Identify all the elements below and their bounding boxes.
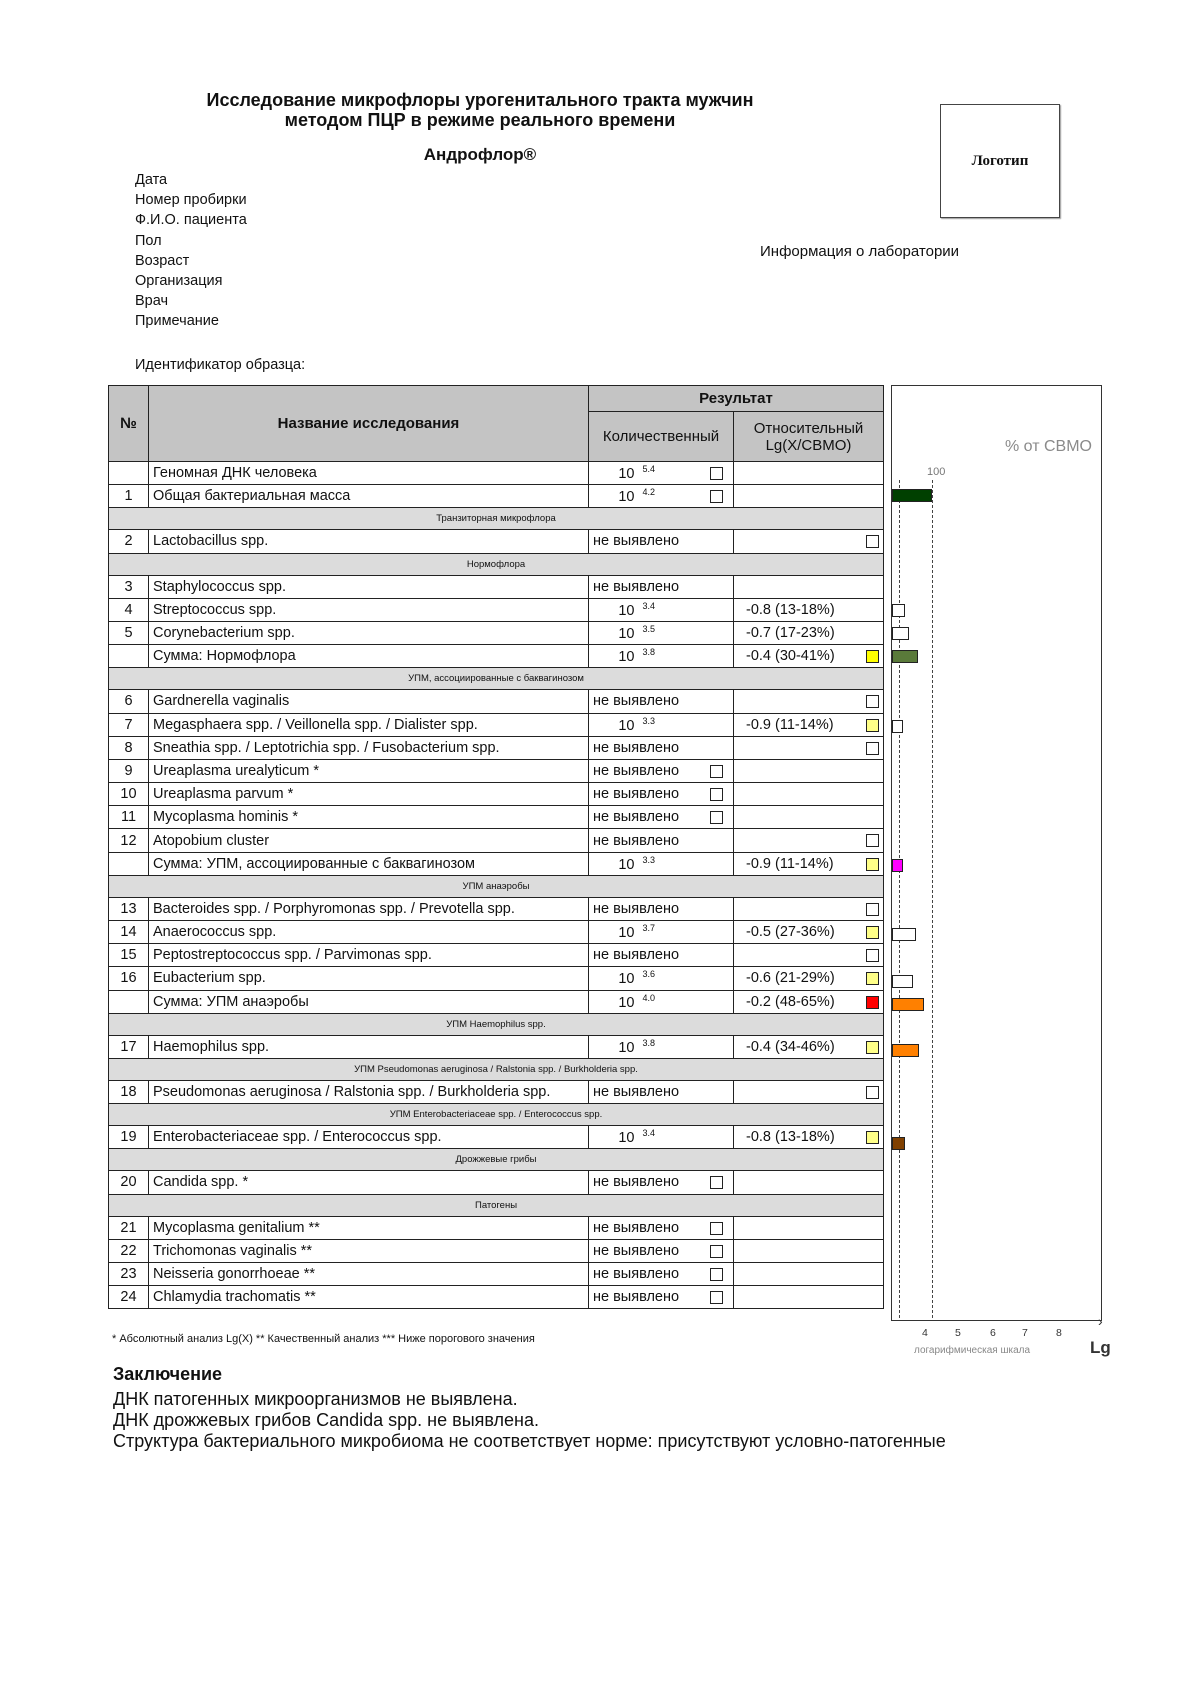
row-relative <box>734 485 884 508</box>
section-normoflora: Нормофлора <box>109 553 884 575</box>
bar-haemophilus <box>892 1044 919 1057</box>
indicator-light-yellow <box>866 719 879 732</box>
conclusion-heading: Заключение <box>113 1364 223 1384</box>
row-no: 4 <box>109 598 149 621</box>
row-no <box>109 462 149 485</box>
row-relative <box>734 621 884 644</box>
row-relative <box>734 944 884 967</box>
row-relative <box>734 1035 884 1058</box>
table-row <box>109 621 884 644</box>
row-name: Haemophilus spp. <box>149 1035 589 1058</box>
row-quantity <box>589 645 734 668</box>
section-row <box>109 1013 884 1035</box>
field-patient-name: Ф.И.О. пациента <box>135 212 247 229</box>
row-quantity <box>589 621 734 644</box>
not-detected: не выявлено <box>593 809 680 826</box>
table-row <box>109 1126 884 1149</box>
row-name: Общая бактериальная масса <box>149 485 589 508</box>
field-sex: Пол <box>135 232 162 249</box>
row-relative <box>734 598 884 621</box>
section-row <box>109 1149 884 1171</box>
row-name: Геномная ДНК человека <box>149 462 589 485</box>
conclusion-line: ДНК патогенных микроорганизмов не выявлена. <box>113 1389 518 1409</box>
base: 10 <box>618 466 635 483</box>
indicator-box <box>710 490 723 503</box>
chart-frame <box>891 385 1102 1321</box>
table-row <box>109 462 884 485</box>
row-quantity: не выявлено <box>589 575 734 598</box>
section-row <box>109 1058 884 1080</box>
field-organization: Организация <box>135 273 223 290</box>
exponent: 3.8 <box>642 647 655 658</box>
row-no: 7 <box>109 713 149 736</box>
row-name: Megasphaera spp. / Veillonella spp. / Dialister spp. <box>149 713 589 736</box>
field-doctor: Врач <box>135 293 169 310</box>
row-relative <box>734 1080 884 1103</box>
row-no <box>109 990 149 1013</box>
row-name: Streptococcus spp. <box>149 598 589 621</box>
bar-sum-anaerobes <box>892 998 924 1011</box>
row-quantity <box>589 1171 734 1194</box>
bar-streptococcus <box>892 604 905 617</box>
row-quantity <box>589 1262 734 1285</box>
relative-value: -0.8 (13-18%) <box>746 601 835 618</box>
row-name: Ureaplasma parvum * <box>149 783 589 806</box>
x-axis <box>891 1320 1101 1321</box>
not-detected: не выявлено <box>593 1174 680 1191</box>
exponent: 3.4 <box>642 600 655 611</box>
bar-eubacterium <box>892 975 913 988</box>
relative-value: -0.4 (30-41%) <box>746 648 835 665</box>
bar-megasphaera <box>892 720 903 733</box>
indicator-box <box>866 903 879 916</box>
row-quantity: не выявлено <box>589 736 734 759</box>
table-row <box>109 1171 884 1194</box>
not-detected: не выявлено <box>593 762 680 779</box>
exponent: 3.3 <box>642 854 655 865</box>
row-quantity: не выявлено <box>589 829 734 852</box>
table-row <box>109 1286 884 1309</box>
table-row <box>109 575 884 598</box>
bar-anaerococcus <box>892 928 916 941</box>
not-detected: не выявлено <box>593 1289 680 1306</box>
row-no: 20 <box>109 1171 149 1194</box>
indicator-box <box>866 1086 879 1099</box>
row-relative <box>734 736 884 759</box>
report-title <box>200 90 760 130</box>
row-no: 15 <box>109 944 149 967</box>
lab-info: Информация о лаборатории <box>760 243 960 260</box>
indicator-light-yellow <box>866 858 879 871</box>
row-relative <box>734 806 884 829</box>
row-name: Сумма: УПМ анаэробы <box>149 990 589 1013</box>
conclusion-text <box>113 1389 946 1452</box>
row-relative <box>734 462 884 485</box>
row-name: Anaerococcus spp. <box>149 921 589 944</box>
sample-id-label: Идентификатор образца: <box>135 357 306 373</box>
table-row <box>109 598 884 621</box>
bar-sum-normoflora <box>892 650 918 663</box>
relative-value: -0.2 (48-65%) <box>746 993 835 1010</box>
row-name: Mycoplasma hominis * <box>149 806 589 829</box>
row-no: 14 <box>109 921 149 944</box>
bar-sum-bv <box>892 859 903 872</box>
row-quantity <box>589 967 734 990</box>
row-quantity <box>589 1286 734 1309</box>
col-header-result: Результат <box>589 386 884 412</box>
row-quantity <box>589 1239 734 1262</box>
base: 10 <box>618 602 635 619</box>
row-relative <box>734 852 884 875</box>
row-relative <box>734 967 884 990</box>
row-no <box>109 645 149 668</box>
row-name: Pseudomonas aeruginosa / Ralstonia spp. / Burkholderia spp. <box>149 1080 589 1103</box>
table-row <box>109 690 884 713</box>
row-quantity <box>589 921 734 944</box>
row-quantity: не выявлено <box>589 897 734 920</box>
row-no <box>109 852 149 875</box>
indicator-box <box>710 811 723 824</box>
title-line-1: Исследование микрофлоры урогенитального тракта мужчин <box>206 90 754 110</box>
indicator-box <box>866 695 879 708</box>
row-relative <box>734 1286 884 1309</box>
row-name: Atopobium cluster <box>149 829 589 852</box>
row-quantity: не выявлено <box>589 690 734 713</box>
dashed-line-100 <box>932 480 933 1318</box>
indicator-light-yellow <box>866 926 879 939</box>
base: 10 <box>618 717 635 734</box>
row-name: Trichomonas vaginalis ** <box>149 1239 589 1262</box>
table-row <box>109 530 884 553</box>
row-quantity <box>589 1035 734 1058</box>
field-tube-number: Номер пробирки <box>135 192 247 209</box>
row-relative <box>734 713 884 736</box>
table-row <box>109 783 884 806</box>
row-name: Bacteroides spp. / Porphyromonas spp. / Prevotella spp. <box>149 897 589 920</box>
row-no: 23 <box>109 1262 149 1285</box>
indicator-box <box>710 1222 723 1235</box>
table-row <box>109 1080 884 1103</box>
row-name: Сумма: Нормофлора <box>149 645 589 668</box>
indicator-box <box>866 949 879 962</box>
x-axis-caption: логарифмическая шкала <box>914 1345 1031 1356</box>
indicator-box <box>866 834 879 847</box>
relative-line-2: Lg(X/СВМО) <box>765 436 852 454</box>
table-row <box>109 485 884 508</box>
col-header-name: Название исследования <box>149 386 589 462</box>
row-quantity: не выявлено <box>589 944 734 967</box>
exponent: 3.6 <box>642 969 655 980</box>
not-detected: не выявлено <box>593 786 680 803</box>
conclusion-line: Структура бактериального микробиома не соответствует норме: присутствуют условно-патогенные <box>113 1431 946 1451</box>
table-row <box>109 921 884 944</box>
row-quantity <box>589 990 734 1013</box>
exponent: 4.0 <box>642 992 655 1003</box>
results-table <box>108 385 884 1309</box>
indicator-light-yellow <box>866 1131 879 1144</box>
row-no: 13 <box>109 897 149 920</box>
row-quantity <box>589 1216 734 1239</box>
table-row <box>109 897 884 920</box>
indicator-box <box>710 1245 723 1258</box>
chart-title: % от СВМО <box>1005 438 1092 455</box>
row-name: Peptostreptococcus spp. / Parvimonas spp. <box>149 944 589 967</box>
section-anaerobes: УПМ анаэробы <box>109 875 884 897</box>
product-name: Андрофлор® <box>423 145 537 164</box>
row-quantity <box>589 759 734 782</box>
bar-corynebacterium <box>892 627 909 640</box>
row-name: Candida spp. * <box>149 1171 589 1194</box>
row-name: Lactobacillus spp. <box>149 530 589 553</box>
patient-fields <box>135 170 247 332</box>
relative-value: -0.6 (21-29%) <box>746 970 835 987</box>
row-quantity <box>589 852 734 875</box>
not-detected: не выявлено <box>593 1219 680 1236</box>
base: 10 <box>618 489 635 506</box>
row-relative <box>734 1126 884 1149</box>
x-axis-unit: Lg <box>1090 1338 1111 1357</box>
x-tick: 8 <box>1056 1327 1062 1339</box>
table-row <box>109 967 884 990</box>
title-line-2: методом ПЦР в режиме реального времени <box>284 110 676 130</box>
indicator-box <box>866 742 879 755</box>
relative-value: -0.5 (27-36%) <box>746 924 835 941</box>
row-no: 9 <box>109 759 149 782</box>
indicator-box <box>710 467 723 480</box>
row-relative <box>734 1171 884 1194</box>
section-row <box>109 1104 884 1126</box>
row-quantity <box>589 598 734 621</box>
col-header-quantitative: Количественный <box>589 412 734 462</box>
row-relative <box>734 1262 884 1285</box>
row-no: 3 <box>109 575 149 598</box>
table-row <box>109 1216 884 1239</box>
section-row <box>109 875 884 897</box>
row-no: 1 <box>109 485 149 508</box>
row-no: 17 <box>109 1035 149 1058</box>
table-row <box>109 736 884 759</box>
row-no: 21 <box>109 1216 149 1239</box>
relative-value: -0.9 (11-14%) <box>746 716 834 733</box>
relative-value: -0.4 (34-46%) <box>746 1038 835 1055</box>
not-detected: не выявлено <box>593 1265 680 1282</box>
relative-value: -0.9 (11-14%) <box>746 855 834 872</box>
exponent: 3.7 <box>642 923 655 934</box>
logo-text: Логотип <box>971 152 1029 169</box>
bar-total-bacterial-mass <box>892 489 932 502</box>
row-quantity <box>589 1126 734 1149</box>
row-name: Eubacterium spp. <box>149 967 589 990</box>
row-name: Ureaplasma urealyticum * <box>149 759 589 782</box>
section-pathogens: Патогены <box>109 1194 884 1216</box>
row-quantity <box>589 713 734 736</box>
table-row <box>109 944 884 967</box>
row-relative <box>734 897 884 920</box>
relative-line-1: Относительный <box>753 419 864 437</box>
section-row <box>109 1194 884 1216</box>
indicator-light-yellow <box>866 1041 879 1054</box>
indicator-box <box>710 1176 723 1189</box>
row-quantity <box>589 783 734 806</box>
row-relative <box>734 690 884 713</box>
exponent: 3.3 <box>642 715 655 726</box>
table-row <box>109 645 884 668</box>
footnote: * Абсолютный анализ Lg(X) ** Качественный анализ *** Ниже порогового значения <box>112 1333 535 1345</box>
row-name: Mycoplasma genitalium ** <box>149 1216 589 1239</box>
base: 10 <box>618 925 635 942</box>
base: 10 <box>618 856 635 873</box>
indicator-light-yellow <box>866 972 879 985</box>
table-row <box>109 829 884 852</box>
base: 10 <box>618 626 635 643</box>
section-yeast: Дрожжевые грибы <box>109 1149 884 1171</box>
exponent: 5.4 <box>642 464 655 475</box>
base: 10 <box>618 1039 635 1056</box>
row-relative <box>734 575 884 598</box>
base: 10 <box>618 971 635 988</box>
row-name: Neisseria gonorrhoeae ** <box>149 1262 589 1285</box>
table-row <box>109 1262 884 1285</box>
row-no: 10 <box>109 783 149 806</box>
relative-value: -0.7 (17-23%) <box>746 625 835 642</box>
field-age: Возраст <box>135 252 190 269</box>
x-axis-arrow-icon: › <box>1098 1313 1103 1329</box>
row-no: 24 <box>109 1286 149 1309</box>
x-tick: 6 <box>990 1327 996 1339</box>
reference-label-100: 100 <box>927 466 946 478</box>
row-name: Gardnerella vaginalis <box>149 690 589 713</box>
row-relative <box>734 990 884 1013</box>
row-relative <box>734 783 884 806</box>
table-row <box>109 759 884 782</box>
row-no: 5 <box>109 621 149 644</box>
logo-placeholder <box>940 104 1060 218</box>
col-header-relative <box>734 412 884 462</box>
row-relative <box>734 759 884 782</box>
row-no: 11 <box>109 806 149 829</box>
row-name: Enterobacteriaceae spp. / Enterococcus spp. <box>149 1126 589 1149</box>
table-row <box>109 852 884 875</box>
row-quantity <box>589 462 734 485</box>
table-row <box>109 990 884 1013</box>
col-header-no: № <box>109 386 149 462</box>
section-pseudomonas: УПМ Pseudomonas aeruginosa / Ralstonia spp. / Burkholderia spp. <box>109 1058 884 1080</box>
section-haemophilus: УПМ Haemophilus spp. <box>109 1013 884 1035</box>
row-relative <box>734 829 884 852</box>
x-tick: 7 <box>1022 1327 1028 1339</box>
relative-value: -0.8 (13-18%) <box>746 1129 835 1146</box>
x-tick: 4 <box>922 1327 928 1339</box>
field-date: Дата <box>135 172 168 188</box>
indicator-yellow <box>866 650 879 663</box>
row-relative <box>734 1239 884 1262</box>
section-transit: Транзиторная микрофлора <box>109 508 884 530</box>
row-no: 16 <box>109 967 149 990</box>
row-no: 18 <box>109 1080 149 1103</box>
row-quantity <box>589 806 734 829</box>
row-quantity <box>589 485 734 508</box>
exponent: 3.5 <box>642 624 655 635</box>
row-relative <box>734 530 884 553</box>
row-name: Сумма: УПМ, ассоциированные с баквагинозом <box>149 852 589 875</box>
section-row <box>109 553 884 575</box>
bar-enterobacteriaceae <box>892 1137 905 1150</box>
indicator-box <box>710 1291 723 1304</box>
row-quantity: не выявлено <box>589 1080 734 1103</box>
indicator-box <box>710 1268 723 1281</box>
row-no: 22 <box>109 1239 149 1262</box>
section-row <box>109 668 884 690</box>
section-enterobacteriaceae: УПМ Enterobacteriaceae spp. / Enterococcus spp. <box>109 1104 884 1126</box>
row-no: 2 <box>109 530 149 553</box>
table-row <box>109 713 884 736</box>
indicator-box <box>866 535 879 548</box>
exponent: 4.2 <box>642 487 655 498</box>
x-tick: 5 <box>955 1327 961 1339</box>
section-bv: УПМ, ассоциированные с баквагинозом <box>109 668 884 690</box>
row-relative <box>734 921 884 944</box>
base: 10 <box>618 649 635 666</box>
row-quantity: не выявлено <box>589 530 734 553</box>
section-row <box>109 508 884 530</box>
conclusion-line: ДНК дрожжевых грибов Candida spp. не выявлена. <box>113 1410 539 1430</box>
base: 10 <box>618 1130 635 1147</box>
not-detected: не выявлено <box>593 1242 680 1259</box>
row-no: 12 <box>109 829 149 852</box>
row-relative <box>734 1216 884 1239</box>
indicator-red <box>866 996 879 1009</box>
table-row <box>109 1035 884 1058</box>
exponent: 3.8 <box>642 1037 655 1048</box>
indicator-box <box>710 788 723 801</box>
row-relative <box>734 645 884 668</box>
table-row <box>109 806 884 829</box>
row-no: 19 <box>109 1126 149 1149</box>
row-no: 8 <box>109 736 149 759</box>
row-name: Corynebacterium spp. <box>149 621 589 644</box>
row-name: Sneathia spp. / Leptotrichia spp. / Fusobacterium spp. <box>149 736 589 759</box>
row-name: Staphylococcus spp. <box>149 575 589 598</box>
table-row <box>109 1239 884 1262</box>
indicator-box <box>710 765 723 778</box>
field-note: Примечание <box>135 313 219 330</box>
exponent: 3.4 <box>642 1128 655 1139</box>
row-name: Chlamydia trachomatis ** <box>149 1286 589 1309</box>
base: 10 <box>618 994 635 1011</box>
row-no: 6 <box>109 690 149 713</box>
